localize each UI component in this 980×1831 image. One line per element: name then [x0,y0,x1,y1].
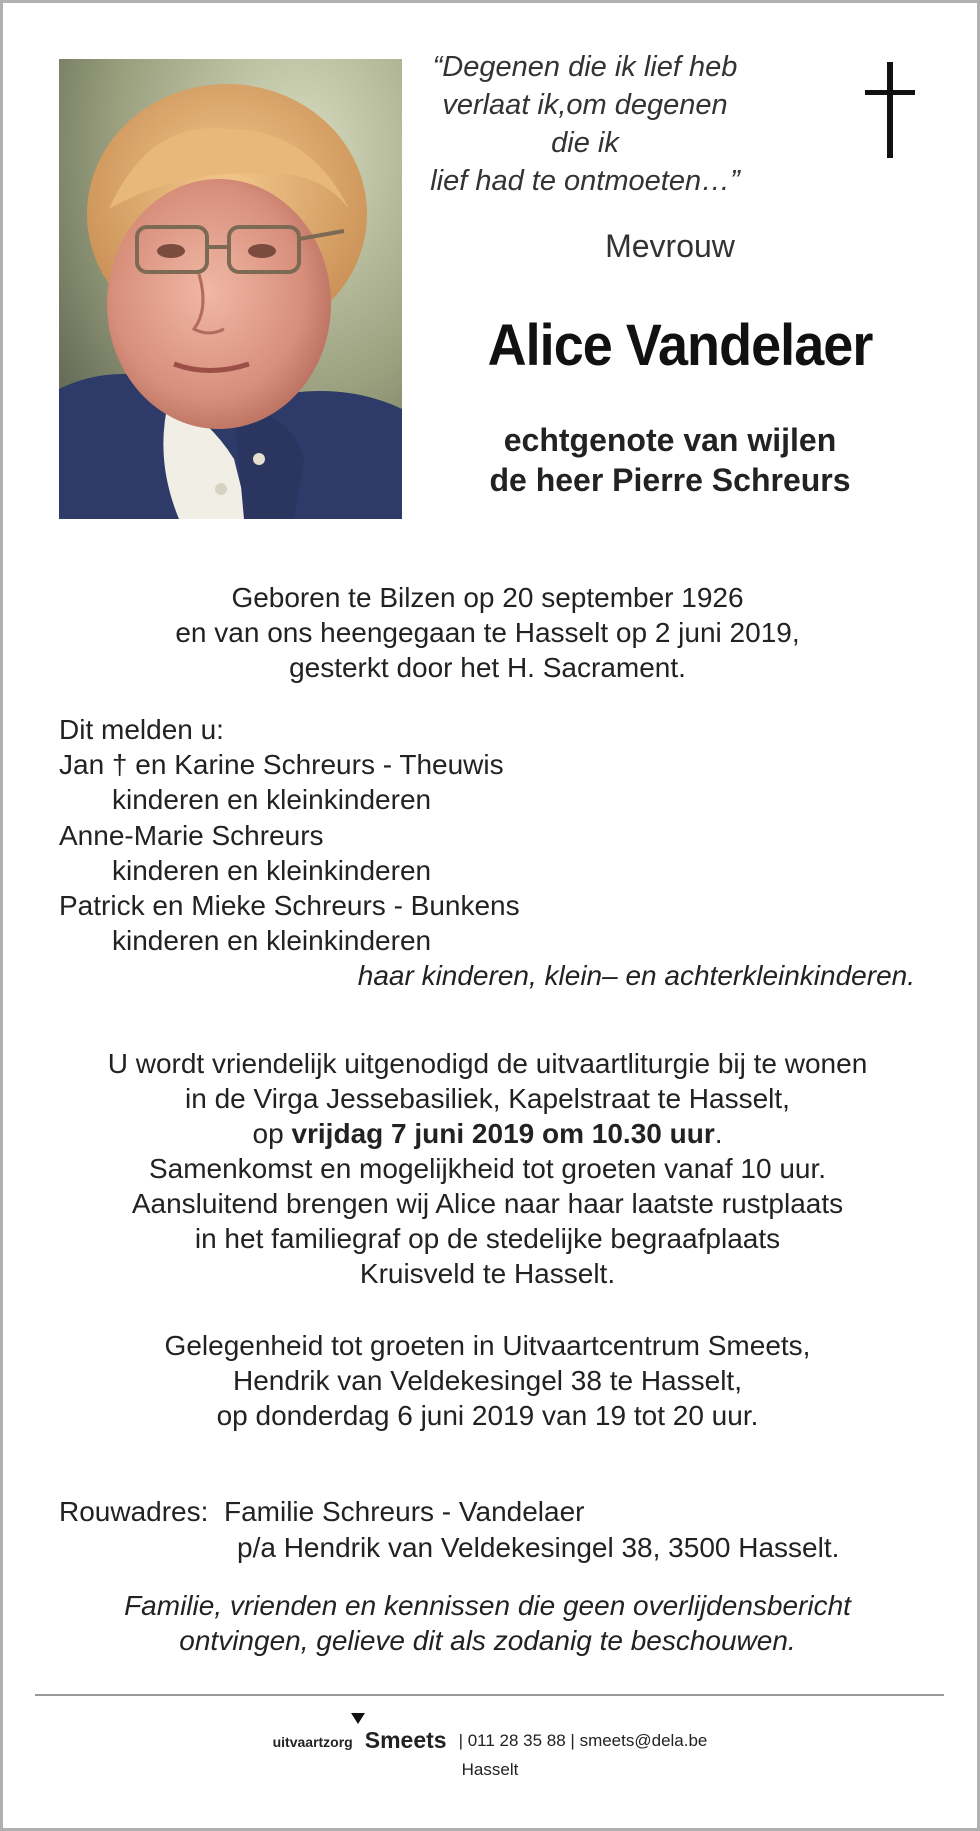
notice-note [50,1588,925,1658]
mourning-address [59,1494,929,1566]
visitation-info [50,1328,925,1433]
family-member-sub: kinderen en kleinkinderen [112,784,432,816]
portrait-photo [59,59,402,519]
address-family: Familie Schreurs - Vandelaer [223,1496,585,1527]
family-member: Anne-Marie Schreurs [59,819,324,851]
quote-line: “Degenen die ik lief heb [432,51,738,83]
funeral-line: Kruisveld te Hasselt. [359,1258,616,1289]
funeral-line: Samenkomst en mogelijkheid tot groeten vanaf 10 uur. [148,1153,827,1184]
epigraph-quote [420,48,750,200]
spouse-line: echtgenote van wijlen [503,422,837,458]
note-line: ontvingen, gelieve dit als zodanig te beschouwen. [179,1625,796,1656]
quote-line: lief had te ontmoeten…” [430,165,740,197]
family-member-sub: kinderen en kleinkinderen [112,854,432,886]
address-label: Rouwadres: [59,1496,209,1527]
deceased-name: Alice Vandelaer [487,313,873,378]
family-member-sub: kinderen en kleinkinderen [112,925,432,957]
family-member: Patrick en Mieke Schreurs - Bunkens [59,890,520,922]
footer-city: Hasselt [461,1760,519,1779]
funeral-info [50,1046,925,1291]
address-street: p/a Hendrik van Veldekesingel 38, 3500 Hasselt. [237,1532,840,1563]
birth-death-info [60,580,915,685]
visitation-line: Gelegenheid tot groeten in Uitvaartcentrum Smeets, [164,1330,811,1361]
announcement-intro: Dit melden u: [59,714,224,745]
family-announcement [59,712,929,994]
family-member: Jan † en Karine Schreurs - Theuwis [59,749,504,781]
note-line: Familie, vrienden en kennissen die geen overlijdensbericht [124,1590,851,1621]
salutation: Mevrouw [605,228,735,264]
funeral-line: in de Virga Jessebasiliek, Kapelstraat te Hasselt, [185,1083,790,1114]
brand-prefix: uitvaartzorg [272,1734,353,1750]
spouse-line: de heer Pierre Schreurs [489,462,851,498]
sacrament-line: gesterkt door het H. Sacrament. [289,652,686,683]
funeral-line: in het familiegraf op de stedelijke begraafplaats [194,1223,781,1254]
address-line [59,1494,929,1530]
birth-line: Geboren te Bilzen op 20 september 1926 [231,582,744,613]
death-line: en van ons heengegaan te Hasselt op 2 juni 2019, [175,617,800,648]
visitation-line: op donderdag 6 juni 2019 van 19 tot 20 uur. [216,1400,759,1431]
brand-logo: Smeets [365,1727,447,1754]
contact-info: | 011 28 35 88 | smeets@dela.be [458,1731,708,1750]
triangle-icon [351,1713,365,1724]
funeral-line: U wordt vriendelijk uitgenodigd de uitvaartliturgie bij te wonen [107,1048,868,1079]
quote-line: verlaat ik,om degenen die ik [442,89,728,159]
funeral-line: Aansluitend brengen wij Alice naar haar laatste rustplaats [131,1188,844,1219]
cross-icon [860,62,920,162]
footer-divider [35,1694,944,1696]
funeral-date: vrijdag 7 juni 2019 om 10.30 uur [291,1118,715,1149]
funeral-date-line: op vrijdag 7 juni 2019 om 10.30 uur. [252,1118,723,1149]
visitation-line: Hendrik van Veldekesingel 38 te Hasselt, [233,1365,742,1396]
family-closing: haar kinderen, klein– en achterkleinkinderen. [357,960,915,992]
spouse-info [450,420,890,500]
funeral-home-footer [0,1720,980,1780]
